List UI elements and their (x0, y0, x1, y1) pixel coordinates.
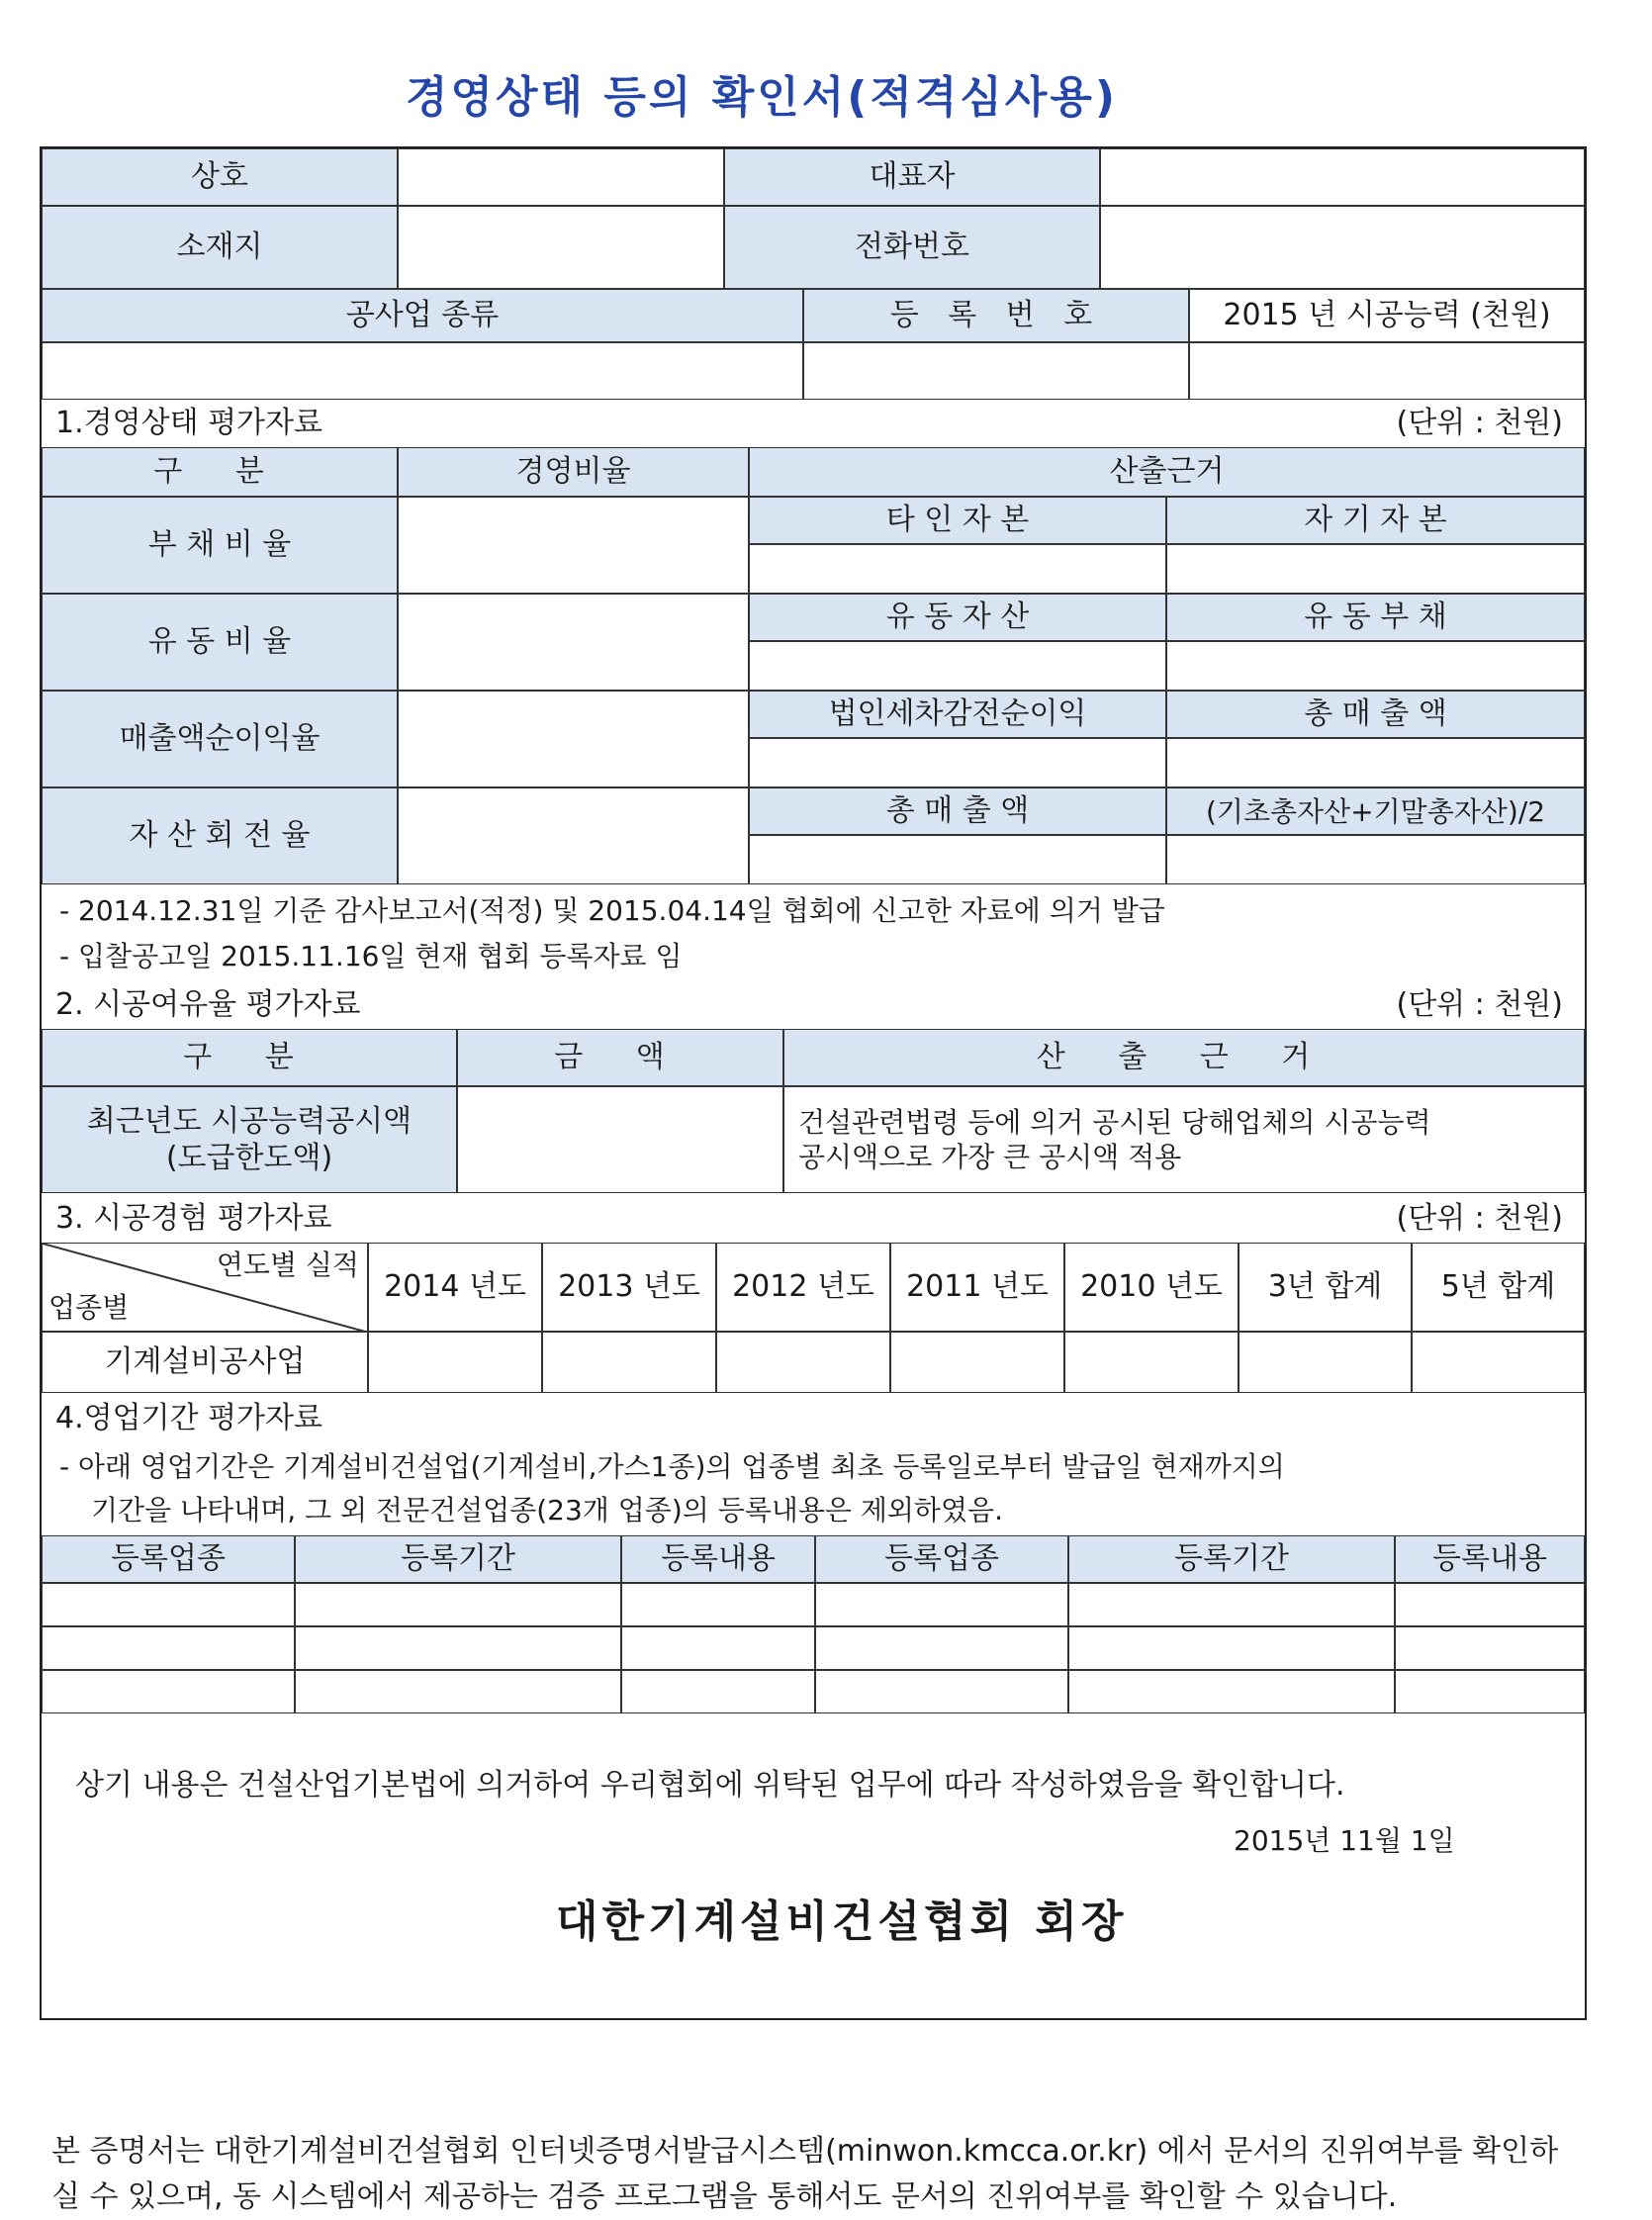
s1-basis-b: 자 기 자 본 (1166, 497, 1585, 544)
s1-basis-b: 총 매 출 액 (1166, 691, 1585, 738)
s4-cell (42, 1583, 295, 1626)
s3-col-year: 2012 년도 (716, 1243, 890, 1332)
s3-col-year: 2010 년도 (1064, 1243, 1239, 1332)
s1-basis-b-value (1166, 641, 1585, 691)
section1-heading: 1.경영상태 평가자료 (55, 406, 322, 441)
section3-unit: (단위 : 천원) (1396, 1201, 1563, 1237)
s4-cell (1068, 1583, 1395, 1626)
s1-basis-a-value (749, 835, 1166, 884)
section2-unit: (단위 : 천원) (1396, 987, 1563, 1023)
s2-col-basis: 산 출 근 거 (783, 1029, 1585, 1086)
confirmation-form (40, 146, 1587, 2020)
s3-value-cell (1064, 1332, 1239, 1393)
s2-basis-line2: 공시액으로 가장 큰 공시액 적용 (798, 1141, 1182, 1173)
s2-col-amount: 금 액 (457, 1029, 783, 1086)
footer-line2: 실 수 있으며, 동 시스템에서 제공하는 검증 프로그램을 통해서도 문서의 진위여부를 확인할 수 있습니다. (51, 2179, 1398, 2214)
s1-ratio-value (398, 787, 749, 884)
s1-note: - 2014.12.31일 기준 감사보고서(적정) 및 2015.04.14일 협회에 신고한 자료에 의거 발급 (59, 894, 1165, 927)
footer-line1: 본 증명서는 대한기계설비건설협회 인터넷증명서발급시스템(minwon.kmcca.or.kr) 에서 문서의 진위여부를 확인하 (51, 2134, 1559, 2169)
s4-cell (815, 1670, 1068, 1713)
s4-cell (42, 1670, 295, 1713)
s3-col-year: 2013 년도 (542, 1243, 716, 1332)
s4-cell (42, 1626, 295, 1670)
s4-cell (1395, 1583, 1585, 1626)
registration-no-value (803, 342, 1189, 400)
s4-cell (621, 1626, 815, 1670)
s1-basis-a-value (749, 738, 1166, 787)
s4-note-line2: 기간을 나타내며, 그 외 전문건설업종(23개 업종)의 등록내용은 제외하였음. (91, 1494, 1003, 1526)
s3-diag-top: 연도별 실적 (216, 1249, 359, 1281)
s4-cell (1068, 1626, 1395, 1670)
s4-col: 등록기간 (1068, 1535, 1395, 1583)
s3-row-label: 기계설비공사업 (42, 1332, 368, 1393)
s2-row-label-line2: (도급한도액) (165, 1141, 333, 1175)
s1-ratio-value (398, 497, 749, 594)
s4-cell (815, 1626, 1068, 1670)
s3-value-cell (368, 1332, 542, 1393)
phone-value (1100, 206, 1585, 289)
s1-col-category: 구 분 (42, 447, 398, 497)
s1-col-basis: 산출근거 (749, 447, 1585, 497)
company-value (398, 148, 724, 206)
s4-cell (295, 1626, 621, 1670)
s3-value-cell (716, 1332, 890, 1393)
s1-basis-b-value (1166, 738, 1585, 787)
s4-cell (1395, 1626, 1585, 1670)
s3-value-cell (542, 1332, 716, 1393)
confirmation-text: 상기 내용은 건설산업기본법에 의거하여 우리협회에 위탁된 업무에 따라 작성하였음을 확인합니다. (75, 1768, 1345, 1803)
s2-basis-text (783, 1086, 1585, 1193)
s1-basis-b: 유 동 부 채 (1166, 594, 1585, 641)
s4-cell (621, 1583, 815, 1626)
s1-ratio-value (398, 691, 749, 787)
s4-col: 등록내용 (1395, 1535, 1585, 1583)
s3-diagonal-header (42, 1243, 368, 1332)
s4-note-line1: - 아래 영업기간은 기계설비건설업(기계설비,가스1종)의 업종별 최초 등록일로부터 발급일 현재까지의 (59, 1450, 1285, 1483)
s2-col-category: 구 분 (42, 1029, 457, 1086)
s2-amount-value (457, 1086, 783, 1193)
s1-basis-b-value (1166, 544, 1585, 594)
s1-basis-a: 유 동 자 산 (749, 594, 1166, 641)
section3-heading: 3. 시공경험 평가자료 (55, 1201, 332, 1237)
s1-ratio-value (398, 594, 749, 691)
s1-note: - 입찰공고일 2015.11.16일 현재 협회 등록자료 임 (59, 940, 683, 972)
s2-basis-line1: 건설관련법령 등에 의거 공시된 당해업체의 시공능력 (798, 1106, 1431, 1139)
s3-col-total-3y: 3년 합계 (1239, 1243, 1412, 1332)
s4-cell (621, 1670, 815, 1713)
s3-col-year: 2011 년도 (890, 1243, 1064, 1332)
representative-value (1100, 148, 1585, 206)
s1-basis-a-value (749, 641, 1166, 691)
s3-value-cell (1239, 1332, 1412, 1393)
s1-basis-a-value (749, 544, 1166, 594)
address-value (398, 206, 724, 289)
s1-col-ratio: 경영비율 (398, 447, 749, 497)
s1-basis-b-value (1166, 835, 1585, 884)
s4-cell (295, 1670, 621, 1713)
s4-cell (1068, 1670, 1395, 1713)
s3-diag-bottom: 업종별 (48, 1291, 130, 1324)
address-label: 소재지 (42, 206, 398, 289)
s1-basis-b: (기초총자산+기말총자산)/2 (1166, 787, 1585, 835)
document-title: 경영상태 등의 확인서(적격심사용) (406, 72, 1118, 123)
capacity-value (1189, 342, 1585, 400)
s3-col-year: 2014 년도 (368, 1243, 542, 1332)
phone-label: 전화번호 (724, 206, 1100, 289)
s2-row-label (42, 1086, 457, 1193)
s1-row-label: 유 동 비 율 (42, 594, 398, 691)
company-label: 상호 (42, 148, 398, 206)
capacity-label: 2015 년 시공능력 (천원) (1189, 289, 1585, 342)
s4-cell (295, 1583, 621, 1626)
s4-cell (1395, 1670, 1585, 1713)
verification-footer (51, 2129, 1595, 2220)
s1-basis-a: 타 인 자 본 (749, 497, 1166, 544)
s1-row-label: 매출액순이익율 (42, 691, 398, 787)
s1-basis-a: 법인세차감전순이익 (749, 691, 1166, 738)
s3-value-cell (890, 1332, 1064, 1393)
s1-row-label: 부 채 비 율 (42, 497, 398, 594)
issuer-name: 대한기계설비건설협회 회장 (556, 1896, 1128, 1947)
section1-unit: (단위 : 천원) (1396, 406, 1563, 441)
s2-row-label-line1: 최근년도 시공능력공시액 (86, 1103, 413, 1139)
work-type-value (42, 342, 803, 400)
s3-value-cell (1412, 1332, 1585, 1393)
s4-col: 등록업종 (42, 1535, 295, 1583)
s4-col: 등록업종 (815, 1535, 1068, 1583)
s1-basis-a: 총 매 출 액 (749, 787, 1166, 835)
s1-row-label: 자 산 회 전 율 (42, 787, 398, 884)
representative-label: 대표자 (724, 148, 1100, 206)
s4-col: 등록기간 (295, 1535, 621, 1583)
issue-date: 2015년 11월 1일 (1234, 1824, 1455, 1857)
work-type-label: 공사업 종류 (42, 289, 803, 342)
s3-col-total-5y: 5년 합계 (1412, 1243, 1585, 1332)
s4-cell (815, 1583, 1068, 1626)
registration-no-label: 등 록 번 호 (803, 289, 1189, 342)
section4-heading: 4.영업기간 평가자료 (55, 1401, 322, 1436)
section2-heading: 2. 시공여유율 평가자료 (55, 987, 361, 1023)
s4-col: 등록내용 (621, 1535, 815, 1583)
